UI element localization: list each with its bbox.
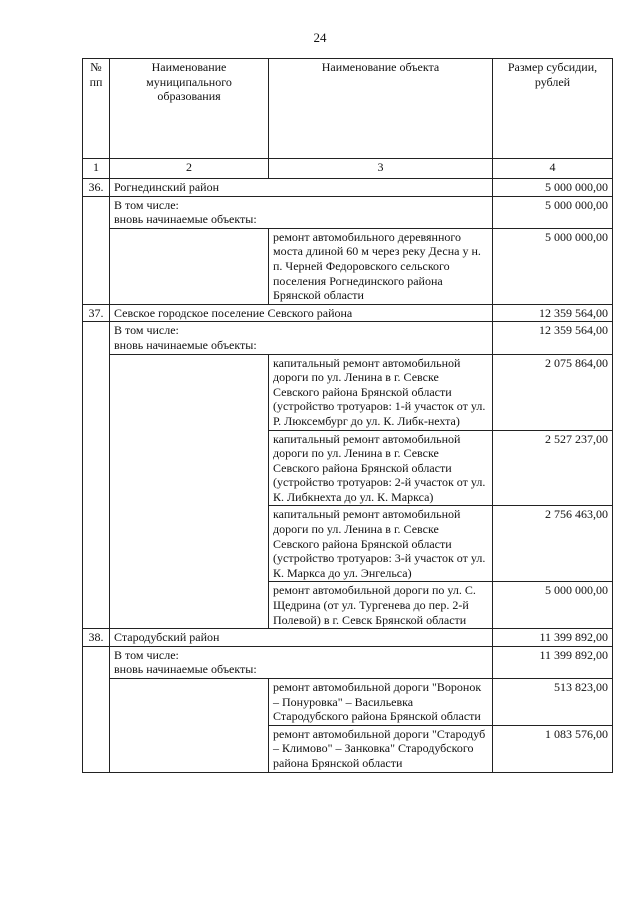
subtotal-amount: 11 399 892,00: [493, 646, 613, 678]
object-amount: 1 083 576,00: [493, 725, 613, 772]
column-numbers-row: [83, 159, 613, 179]
including-cell: [110, 196, 493, 228]
subtotal-row: [83, 646, 613, 678]
new-objects-label: вновь начинаемые объекты:: [114, 212, 257, 227]
object-amount: 5 000 000,00: [493, 582, 613, 629]
section-total: 12 359 564,00: [493, 304, 613, 322]
column-number: 3: [269, 159, 493, 179]
section-name: Стародубский район: [110, 629, 493, 647]
column-number: 4: [493, 159, 613, 179]
header-municipality: Наименование муниципального образования: [110, 59, 269, 159]
object-name: капитальный ремонт автомобильной дороги по ул. Ленина в г. Севске Севского района Брянской области (устройство тротуаров: 2-й участок от ул. К. Либкнехта до ул. К. Маркса): [269, 430, 493, 506]
empty-cell: [110, 354, 269, 629]
subtotal-row: [83, 196, 613, 228]
header-subsidy: Размер субсидии, рублей: [493, 59, 613, 159]
section-name: Севское городское поселение Севского района: [110, 304, 493, 322]
section-number: 36.: [83, 179, 110, 197]
empty-cell: [110, 679, 269, 773]
object-row: [83, 228, 613, 304]
table-header-row: [83, 59, 613, 159]
object-row: [83, 354, 613, 430]
object-amount: 2 527 237,00: [493, 430, 613, 506]
including-label: В том числе:: [114, 323, 179, 338]
including-label: В том числе:: [114, 647, 179, 662]
including-label: В том числе:: [114, 197, 179, 212]
object-name: ремонт автомобильной дороги по ул. С. Щедрина (от ул. Тургенева до пер. 2-й Полевой) в г. Севск Брянской области: [269, 582, 493, 629]
header-object: Наименование объекта: [269, 59, 493, 159]
subsidy-table: [82, 58, 613, 773]
empty-cell: [83, 322, 110, 629]
new-objects-label: вновь начинаемые объекты:: [114, 337, 257, 352]
object-amount: 2 756 463,00: [493, 506, 613, 582]
table-body: [83, 179, 613, 773]
empty-cell: [83, 646, 110, 772]
column-number: 1: [83, 159, 110, 179]
subtotal-row: [83, 322, 613, 354]
subtotal-amount: 12 359 564,00: [493, 322, 613, 354]
object-amount: 5 000 000,00: [493, 228, 613, 304]
section-row: [83, 179, 613, 197]
empty-cell: [83, 196, 110, 304]
section-number: 38.: [83, 629, 110, 647]
object-row: [83, 679, 613, 726]
including-cell: [110, 322, 493, 354]
object-name: ремонт автомобильного деревянного моста длиной 60 м через реку Десна у н. п. Черней Федоровского сельского поселения Рогнединского района Брянской области: [269, 228, 493, 304]
column-number: 2: [110, 159, 269, 179]
object-name: ремонт автомобильной дороги "Стародуб – Климово" – Занковка" Стародубского района Брянской области: [269, 725, 493, 772]
section-row: [83, 304, 613, 322]
section-total: 11 399 892,00: [493, 629, 613, 647]
object-name: ремонт автомобильной дороги "Воронок – Понуровка" – Васильевка Стародубского района Брянской области: [269, 679, 493, 726]
page-number: 24: [313, 30, 327, 45]
section-row: [83, 629, 613, 647]
section-number: 37.: [83, 304, 110, 322]
including-cell: [110, 646, 493, 678]
object-amount: 513 823,00: [493, 679, 613, 726]
new-objects-label: вновь начинаемые объекты:: [114, 662, 257, 677]
empty-cell: [110, 228, 269, 304]
object-name: капитальный ремонт автомобильной дороги по ул. Ленина в г. Севске Севского района Брянской области (устройство тротуаров: 3-й участок от ул. К. Маркса до ул. Энгельса): [269, 506, 493, 582]
header-num: № пп: [83, 59, 110, 159]
object-name: капитальный ремонт автомобильной дороги по ул. Ленина в г. Севске Севского района Брянской области (устройство тротуаров: 1-й участок от ул. Р. Люксембург до ул. К. Либк-нехта): [269, 354, 493, 430]
subtotal-amount: 5 000 000,00: [493, 196, 613, 228]
object-amount: 2 075 864,00: [493, 354, 613, 430]
section-total: 5 000 000,00: [493, 179, 613, 197]
section-name: Рогнединский район: [110, 179, 493, 197]
